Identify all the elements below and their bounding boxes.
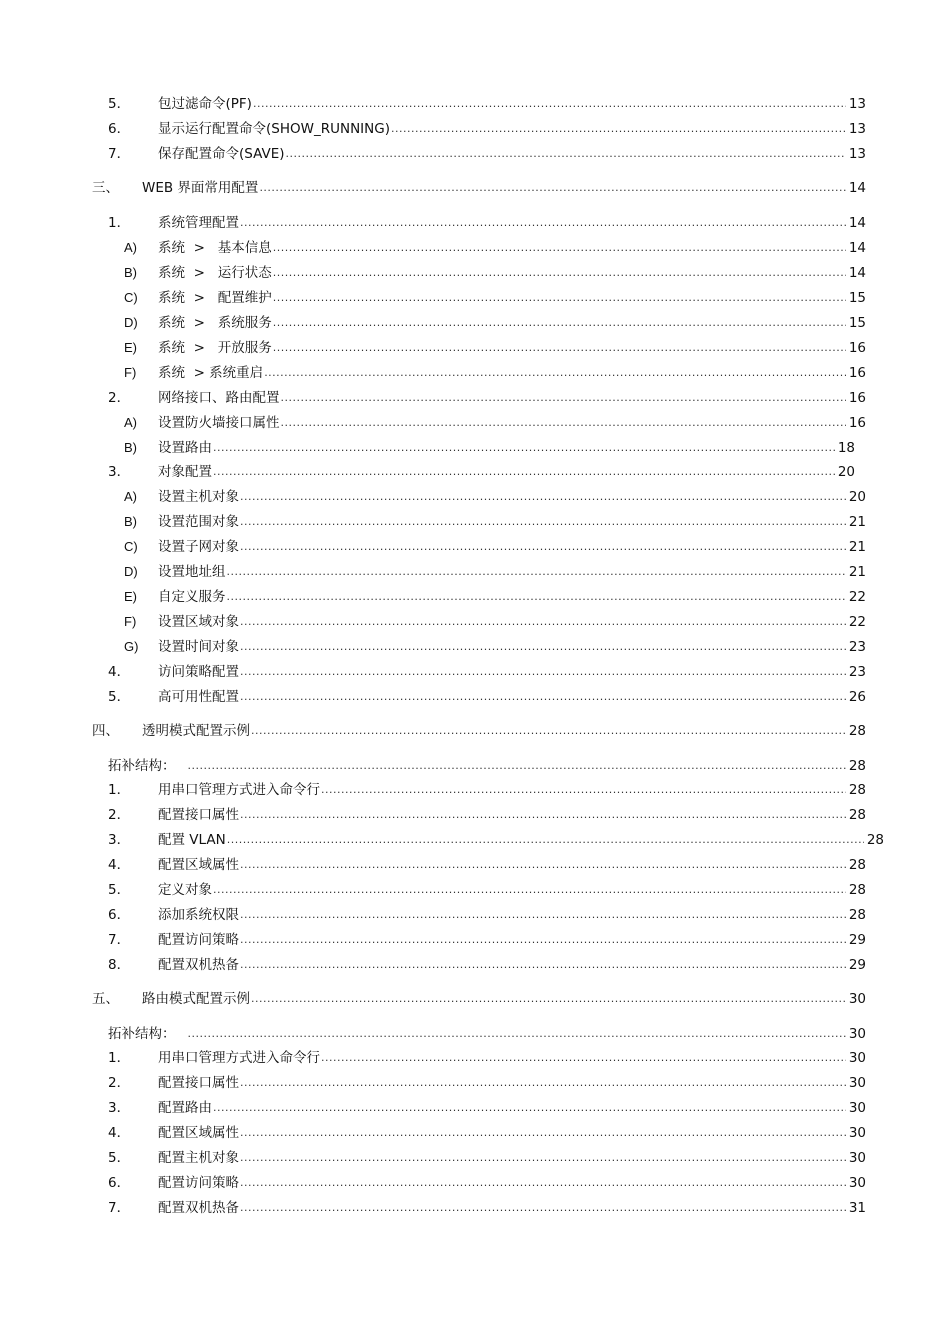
toc-entry-page-number: 16 <box>848 415 866 431</box>
toc-entry[interactable] <box>0 413 950 433</box>
toc-entry-page-number: 28 <box>848 882 866 898</box>
dot-leader <box>251 721 846 741</box>
toc-entry-title: 配置接口属性 <box>158 1075 239 1091</box>
dot-leader <box>273 338 846 358</box>
toc-entry-title: 添加系统权限 <box>158 907 239 923</box>
toc-entry[interactable] <box>0 388 950 408</box>
toc-entry-page-number: 14 <box>848 215 866 231</box>
dot-leader <box>240 612 846 632</box>
toc-entry-page-number: 28 <box>848 807 866 823</box>
toc-entry-number: B) <box>124 514 137 529</box>
dot-leader <box>227 587 846 607</box>
toc-entry-page-number: 31 <box>848 1200 866 1216</box>
toc-entry-title: 路由模式配置示例 <box>142 991 250 1007</box>
dot-leader <box>264 363 846 383</box>
toc-entry-page-number: 30 <box>848 1026 866 1042</box>
dot-leader <box>240 855 846 875</box>
toc-entry-title: 设置范围对象 <box>158 514 239 530</box>
toc-entry-page-number: 16 <box>848 390 866 406</box>
toc-entry-number: 五、 <box>92 991 119 1007</box>
toc-entry-number: 8． <box>108 957 131 973</box>
toc-entry-title: 包过滤命令(PF) <box>158 96 252 112</box>
toc-entry-title: 系统 > 系统重启 <box>158 365 264 381</box>
toc-entry-number: 3． <box>108 464 131 480</box>
toc-entry-title: 保存配置命令(SAVE) <box>158 146 285 162</box>
toc-entry-page-number: 28 <box>848 907 866 923</box>
toc-entry[interactable] <box>0 1198 950 1218</box>
toc-entry-page-number: 13 <box>848 146 866 162</box>
toc-entry-number: 5． <box>108 1150 131 1166</box>
toc-entry-number: 1． <box>108 215 131 231</box>
dot-leader <box>321 1048 846 1068</box>
toc-entry-title: 拓补结构： <box>108 1026 176 1042</box>
dot-leader <box>240 955 846 975</box>
toc-entry-title: 系统 > 运行状态 <box>158 265 272 281</box>
dot-leader <box>213 880 846 900</box>
toc-entry-number: F) <box>124 365 137 380</box>
toc-entry-page-number: 30 <box>848 1075 866 1091</box>
toc-entry[interactable] <box>0 238 950 258</box>
dot-leader <box>240 1198 846 1218</box>
toc-entry-page-number: 15 <box>848 290 866 306</box>
toc-entry[interactable] <box>0 537 950 557</box>
toc-entry[interactable] <box>0 1048 950 1068</box>
toc-entry-title: 设置子网对象 <box>158 539 239 555</box>
dot-leader <box>240 1148 846 1168</box>
dot-leader <box>240 213 846 233</box>
toc-entry-title: 设置主机对象 <box>158 489 239 505</box>
toc-entry-number: 6． <box>108 907 131 923</box>
toc-entry-page-number: 14 <box>848 240 866 256</box>
toc-entry-number: 6． <box>108 1175 131 1191</box>
toc-entry-number: 5． <box>108 882 131 898</box>
toc-entry-number: 1． <box>108 782 131 798</box>
dot-leader <box>251 989 846 1009</box>
toc-entry-page-number: 28 <box>848 857 866 873</box>
toc-entry[interactable] <box>0 363 950 383</box>
toc-entry-page-number: 28 <box>848 723 866 739</box>
toc-entry-page-number: 21 <box>848 564 866 580</box>
toc-entry[interactable] <box>0 288 950 308</box>
toc-entry-number: 2． <box>108 1075 131 1091</box>
toc-entry[interactable] <box>0 989 950 1009</box>
toc-entry-title: 高可用性配置 <box>158 689 239 705</box>
toc-entry-page-number: 30 <box>848 1150 866 1166</box>
toc-entry-title: 设置时间对象 <box>158 639 239 655</box>
dot-leader <box>213 438 835 458</box>
toc-entry[interactable] <box>0 119 950 139</box>
toc-entry-number: 5． <box>108 689 131 705</box>
dot-leader <box>188 756 846 776</box>
toc-entry-number: A) <box>124 415 137 430</box>
toc-entry-number: 5． <box>108 96 131 112</box>
toc-entry-title: 自定义服务 <box>158 589 226 605</box>
toc-entry-page-number: 21 <box>848 539 866 555</box>
toc-entry[interactable] <box>0 263 950 283</box>
toc-entry-title: 系统 > 基本信息 <box>158 240 272 256</box>
dot-leader <box>240 512 846 532</box>
toc-entry-title: WEB 界面常用配置 <box>142 180 259 196</box>
toc-entry-number: A) <box>124 489 137 504</box>
dot-leader <box>240 1173 846 1193</box>
toc-entry-number: 3． <box>108 832 131 848</box>
toc-entry-page-number: 13 <box>848 96 866 112</box>
toc-entry[interactable] <box>0 1123 950 1143</box>
toc-entry-title: 系统管理配置 <box>158 215 239 231</box>
toc-entry-number: 2． <box>108 390 131 406</box>
toc-entry[interactable] <box>0 1024 950 1044</box>
toc-entry-title: 设置地址组 <box>158 564 226 580</box>
toc-entry-page-number: 28 <box>848 758 866 774</box>
toc-entry[interactable] <box>0 830 950 850</box>
toc-entry[interactable] <box>0 955 950 975</box>
toc-entry[interactable] <box>0 94 950 114</box>
toc-entry-title: 配置区域属性 <box>158 857 239 873</box>
toc-entry[interactable] <box>0 880 950 900</box>
toc-entry-title: 设置防火墙接口属性 <box>158 415 280 431</box>
toc-entry-number: 7． <box>108 146 131 162</box>
toc-entry[interactable] <box>0 612 950 632</box>
toc-entry-page-number: 22 <box>848 589 866 605</box>
toc-entry-title: 网络接口、路由配置 <box>158 390 280 406</box>
toc-entry-number: A) <box>124 240 137 255</box>
toc-entry-number: C) <box>124 290 138 305</box>
toc-entry-title: 系统 > 开放服务 <box>158 340 272 356</box>
toc-entry-number: 7． <box>108 932 131 948</box>
toc-entry-title: 配置接口属性 <box>158 807 239 823</box>
dot-leader <box>273 313 846 333</box>
dot-leader <box>281 388 846 408</box>
toc-entry[interactable] <box>0 178 950 198</box>
toc-entry-number: 7． <box>108 1200 131 1216</box>
toc-entry[interactable] <box>0 1098 950 1118</box>
dot-leader <box>188 1024 846 1044</box>
toc-entry-number: C) <box>124 539 138 554</box>
toc-entry-page-number: 16 <box>848 340 866 356</box>
toc-entry-page-number: 18 <box>837 440 855 456</box>
toc-entry-number: 4． <box>108 664 131 680</box>
toc-entry-title: 配置 VLAN <box>158 832 226 848</box>
toc-entry-title: 用串口管理方式进入命令行 <box>158 782 320 798</box>
toc-entry-title: 访问策略配置 <box>158 664 239 680</box>
toc-entry[interactable] <box>0 462 950 482</box>
toc-entry[interactable] <box>0 905 950 925</box>
toc-entry-page-number: 30 <box>848 1100 866 1116</box>
dot-leader <box>227 830 864 850</box>
toc-entry-page-number: 30 <box>848 1125 866 1141</box>
toc-entry-title: 系统 > 配置维护 <box>158 290 272 306</box>
dot-leader <box>273 238 846 258</box>
toc-entry[interactable] <box>0 805 950 825</box>
dot-leader <box>240 930 846 950</box>
toc-entry-page-number: 14 <box>848 180 866 196</box>
dot-leader <box>213 462 835 482</box>
dot-leader <box>273 263 846 283</box>
toc-entry-number: 3． <box>108 1100 131 1116</box>
toc-entry[interactable] <box>0 930 950 950</box>
toc-entry[interactable] <box>0 587 950 607</box>
toc-entry-title: 配置区域属性 <box>158 1125 239 1141</box>
toc-entry-number: 6． <box>108 121 131 137</box>
toc-entry[interactable] <box>0 855 950 875</box>
dot-leader <box>286 144 846 164</box>
toc-entry-page-number: 22 <box>848 614 866 630</box>
toc-entry[interactable] <box>0 687 950 707</box>
dot-leader <box>240 662 846 682</box>
toc-entry-title: 系统 > 系统服务 <box>158 315 272 331</box>
toc-entry[interactable] <box>0 313 950 333</box>
toc-entry-title: 定义对象 <box>158 882 212 898</box>
toc-entry[interactable] <box>0 662 950 682</box>
toc-entry-title: 显示运行配置命令(SHOW_RUNNING) <box>158 121 390 137</box>
dot-leader <box>213 1098 846 1118</box>
toc-entry-number: G) <box>124 639 139 654</box>
toc-entry-title: 透明模式配置示例 <box>142 723 250 739</box>
dot-leader <box>253 94 846 114</box>
toc-entry-number: 4． <box>108 1125 131 1141</box>
toc-entry[interactable] <box>0 780 950 800</box>
toc-entry-title: 设置区域对象 <box>158 614 239 630</box>
toc-entry[interactable] <box>0 756 950 776</box>
dot-leader <box>240 1073 846 1093</box>
toc-entry-title: 用串口管理方式进入命令行 <box>158 1050 320 1066</box>
toc-entry-page-number: 15 <box>848 315 866 331</box>
toc-entry-page-number: 16 <box>848 365 866 381</box>
toc-entry[interactable] <box>0 1173 950 1193</box>
toc-entry[interactable] <box>0 213 950 233</box>
dot-leader <box>240 805 846 825</box>
toc-entry-number: 2． <box>108 807 131 823</box>
toc-entry-number: 三、 <box>92 180 119 196</box>
dot-leader <box>321 780 846 800</box>
dot-leader <box>240 1123 846 1143</box>
toc-entry[interactable] <box>0 1148 950 1168</box>
dot-leader <box>273 288 846 308</box>
toc-entry-page-number: 26 <box>848 689 866 705</box>
toc-entry[interactable] <box>0 487 950 507</box>
dot-leader <box>391 119 846 139</box>
toc-entry-number: E) <box>124 340 137 355</box>
toc-entry-number: B) <box>124 265 137 280</box>
toc-entry[interactable] <box>0 1073 950 1093</box>
toc-entry-page-number: 30 <box>848 991 866 1007</box>
dot-leader <box>240 637 846 657</box>
toc-entry-page-number: 30 <box>848 1050 866 1066</box>
toc-entry-number: F) <box>124 614 137 629</box>
toc-entry-number: D) <box>124 315 138 330</box>
dot-leader <box>281 413 846 433</box>
toc-entry-number: 1． <box>108 1050 131 1066</box>
toc-entry-title: 配置双机热备 <box>158 957 239 973</box>
dot-leader <box>240 905 846 925</box>
toc-entry-number: 4． <box>108 857 131 873</box>
toc-entry-number: D) <box>124 564 138 579</box>
toc-entry-title: 配置路由 <box>158 1100 212 1116</box>
toc-entry[interactable] <box>0 144 950 164</box>
toc-entry-title: 设置路由 <box>158 440 212 456</box>
toc-entry-number: B) <box>124 440 137 455</box>
toc-entry-title: 对象配置 <box>158 464 212 480</box>
toc-entry-page-number: 29 <box>848 957 866 973</box>
toc-entry-title: 配置访问策略 <box>158 1175 239 1191</box>
dot-leader <box>240 687 846 707</box>
toc-entry-page-number: 20 <box>837 464 855 480</box>
toc-entry[interactable] <box>0 721 950 741</box>
toc-entry-page-number: 28 <box>866 832 884 848</box>
toc-entry-page-number: 29 <box>848 932 866 948</box>
toc-entry-title: 配置访问策略 <box>158 932 239 948</box>
toc-entry[interactable] <box>0 438 950 458</box>
toc-entry[interactable] <box>0 512 950 532</box>
toc-entry-page-number: 21 <box>848 514 866 530</box>
toc-entry[interactable] <box>0 338 950 358</box>
toc-entry-title: 拓补结构： <box>108 758 176 774</box>
dot-leader <box>259 178 845 198</box>
toc-entry-page-number: 20 <box>848 489 866 505</box>
toc-entry-number: E) <box>124 589 137 604</box>
toc-entry-title: 配置双机热备 <box>158 1200 239 1216</box>
dot-leader <box>227 562 846 582</box>
toc-entry-number: 四、 <box>92 723 119 739</box>
toc-entry[interactable] <box>0 562 950 582</box>
dot-leader <box>240 537 846 557</box>
toc-entry-page-number: 23 <box>848 639 866 655</box>
toc-entry-page-number: 28 <box>848 782 866 798</box>
toc-entry-page-number: 23 <box>848 664 866 680</box>
toc-entry-page-number: 14 <box>848 265 866 281</box>
dot-leader <box>240 487 846 507</box>
toc-entry-page-number: 30 <box>848 1175 866 1191</box>
toc-entry[interactable] <box>0 637 950 657</box>
toc-entry-page-number: 13 <box>848 121 866 137</box>
toc-entry-title: 配置主机对象 <box>158 1150 239 1166</box>
